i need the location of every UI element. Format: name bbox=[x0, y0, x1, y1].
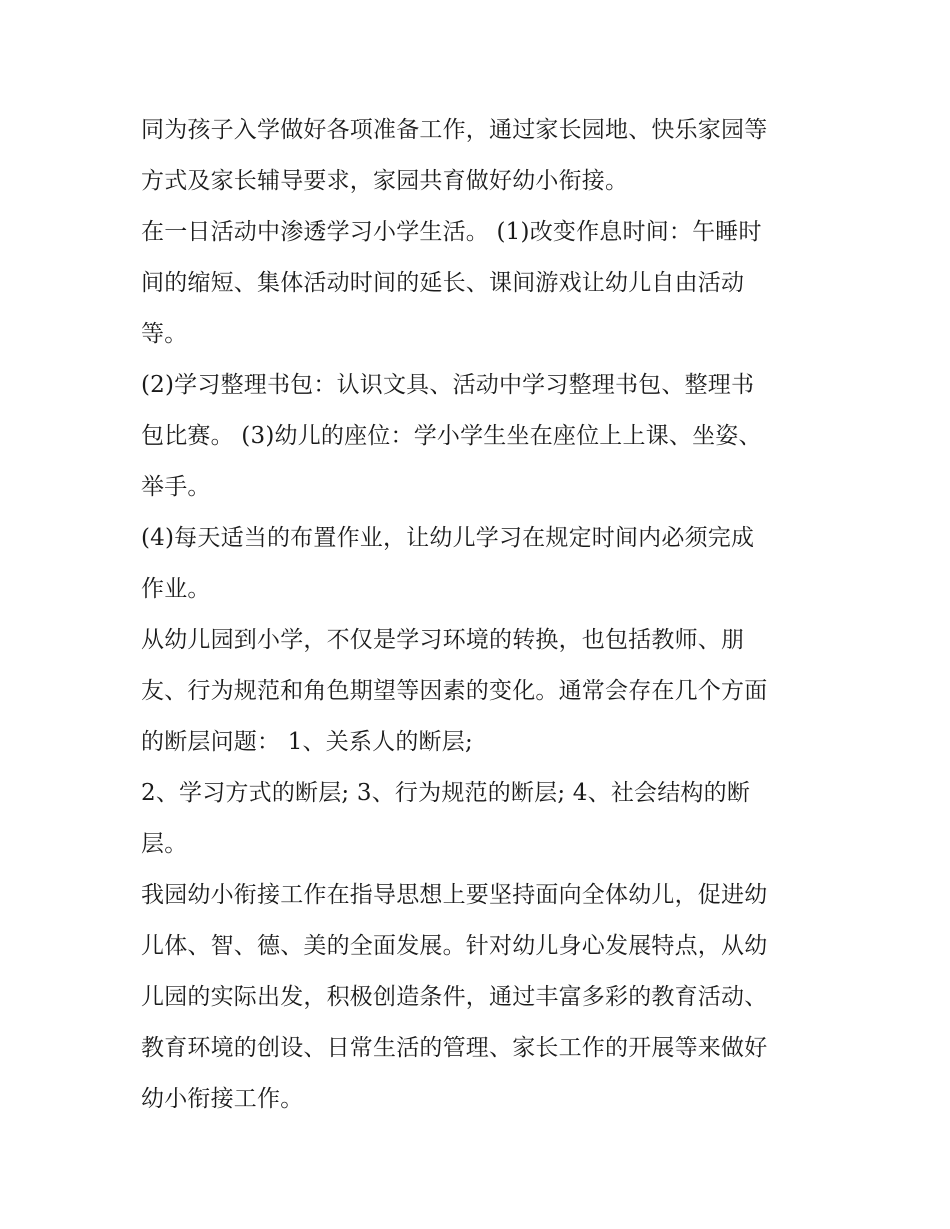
text-line: (2)学习整理书包：认识文具、活动中学习整理书包、整理书 bbox=[141, 372, 755, 398]
text-line: 我园幼小衔接工作在指导思想上要坚持面向全体幼儿，促进幼 bbox=[141, 882, 768, 908]
text-line: 等。 bbox=[141, 321, 188, 347]
text-line: 儿园的实际出发，积极创造条件，通过丰富多彩的教育活动、 bbox=[141, 984, 768, 1010]
text-line: 间的缩短、集体活动时间的延长、课间游戏让幼儿自由活动 bbox=[141, 270, 745, 296]
text-line: 从幼儿园到小学，不仅是学习环境的转换，也包括教师、朋 bbox=[141, 627, 745, 653]
text-line: 层。 bbox=[141, 831, 188, 857]
text-line: 的断层问题： 1、关系人的断层; bbox=[141, 729, 473, 755]
text-line: 儿体、智、德、美的全面发展。针对幼儿身心发展特点，从幼 bbox=[141, 933, 768, 959]
text-line: 2、学习方式的断层; 3、行为规范的断层; 4、社会结构的断 bbox=[141, 780, 751, 806]
text-line: 教育环境的创设、日常生活的管理、家长工作的开展等来做好 bbox=[141, 1035, 768, 1061]
text-line: 方式及家长辅导要求，家园共育做好幼小衔接。 bbox=[141, 168, 629, 194]
text-line: 举手。 bbox=[141, 474, 211, 500]
text-line: 在一日活动中渗透学习小学生活。 (1)改变作息时间：午睡时 bbox=[141, 219, 762, 245]
text-line: 友、行为规范和角色期望等因素的变化。通常会存在几个方面 bbox=[141, 678, 768, 704]
text-line: 幼小衔接工作。 bbox=[141, 1086, 304, 1112]
text-line: 包比赛。 (3)幼儿的座位：学小学生坐在座位上上课、坐姿、 bbox=[141, 423, 762, 449]
text-line: 作业。 bbox=[141, 576, 211, 602]
text-line: (4)每天适当的布置作业，让幼儿学习在规定时间内必须完成 bbox=[141, 525, 755, 551]
text-line: 同为孩子入学做好各项准备工作，通过家长园地、快乐家园等 bbox=[141, 117, 768, 143]
body-text bbox=[141, 107, 821, 1127]
